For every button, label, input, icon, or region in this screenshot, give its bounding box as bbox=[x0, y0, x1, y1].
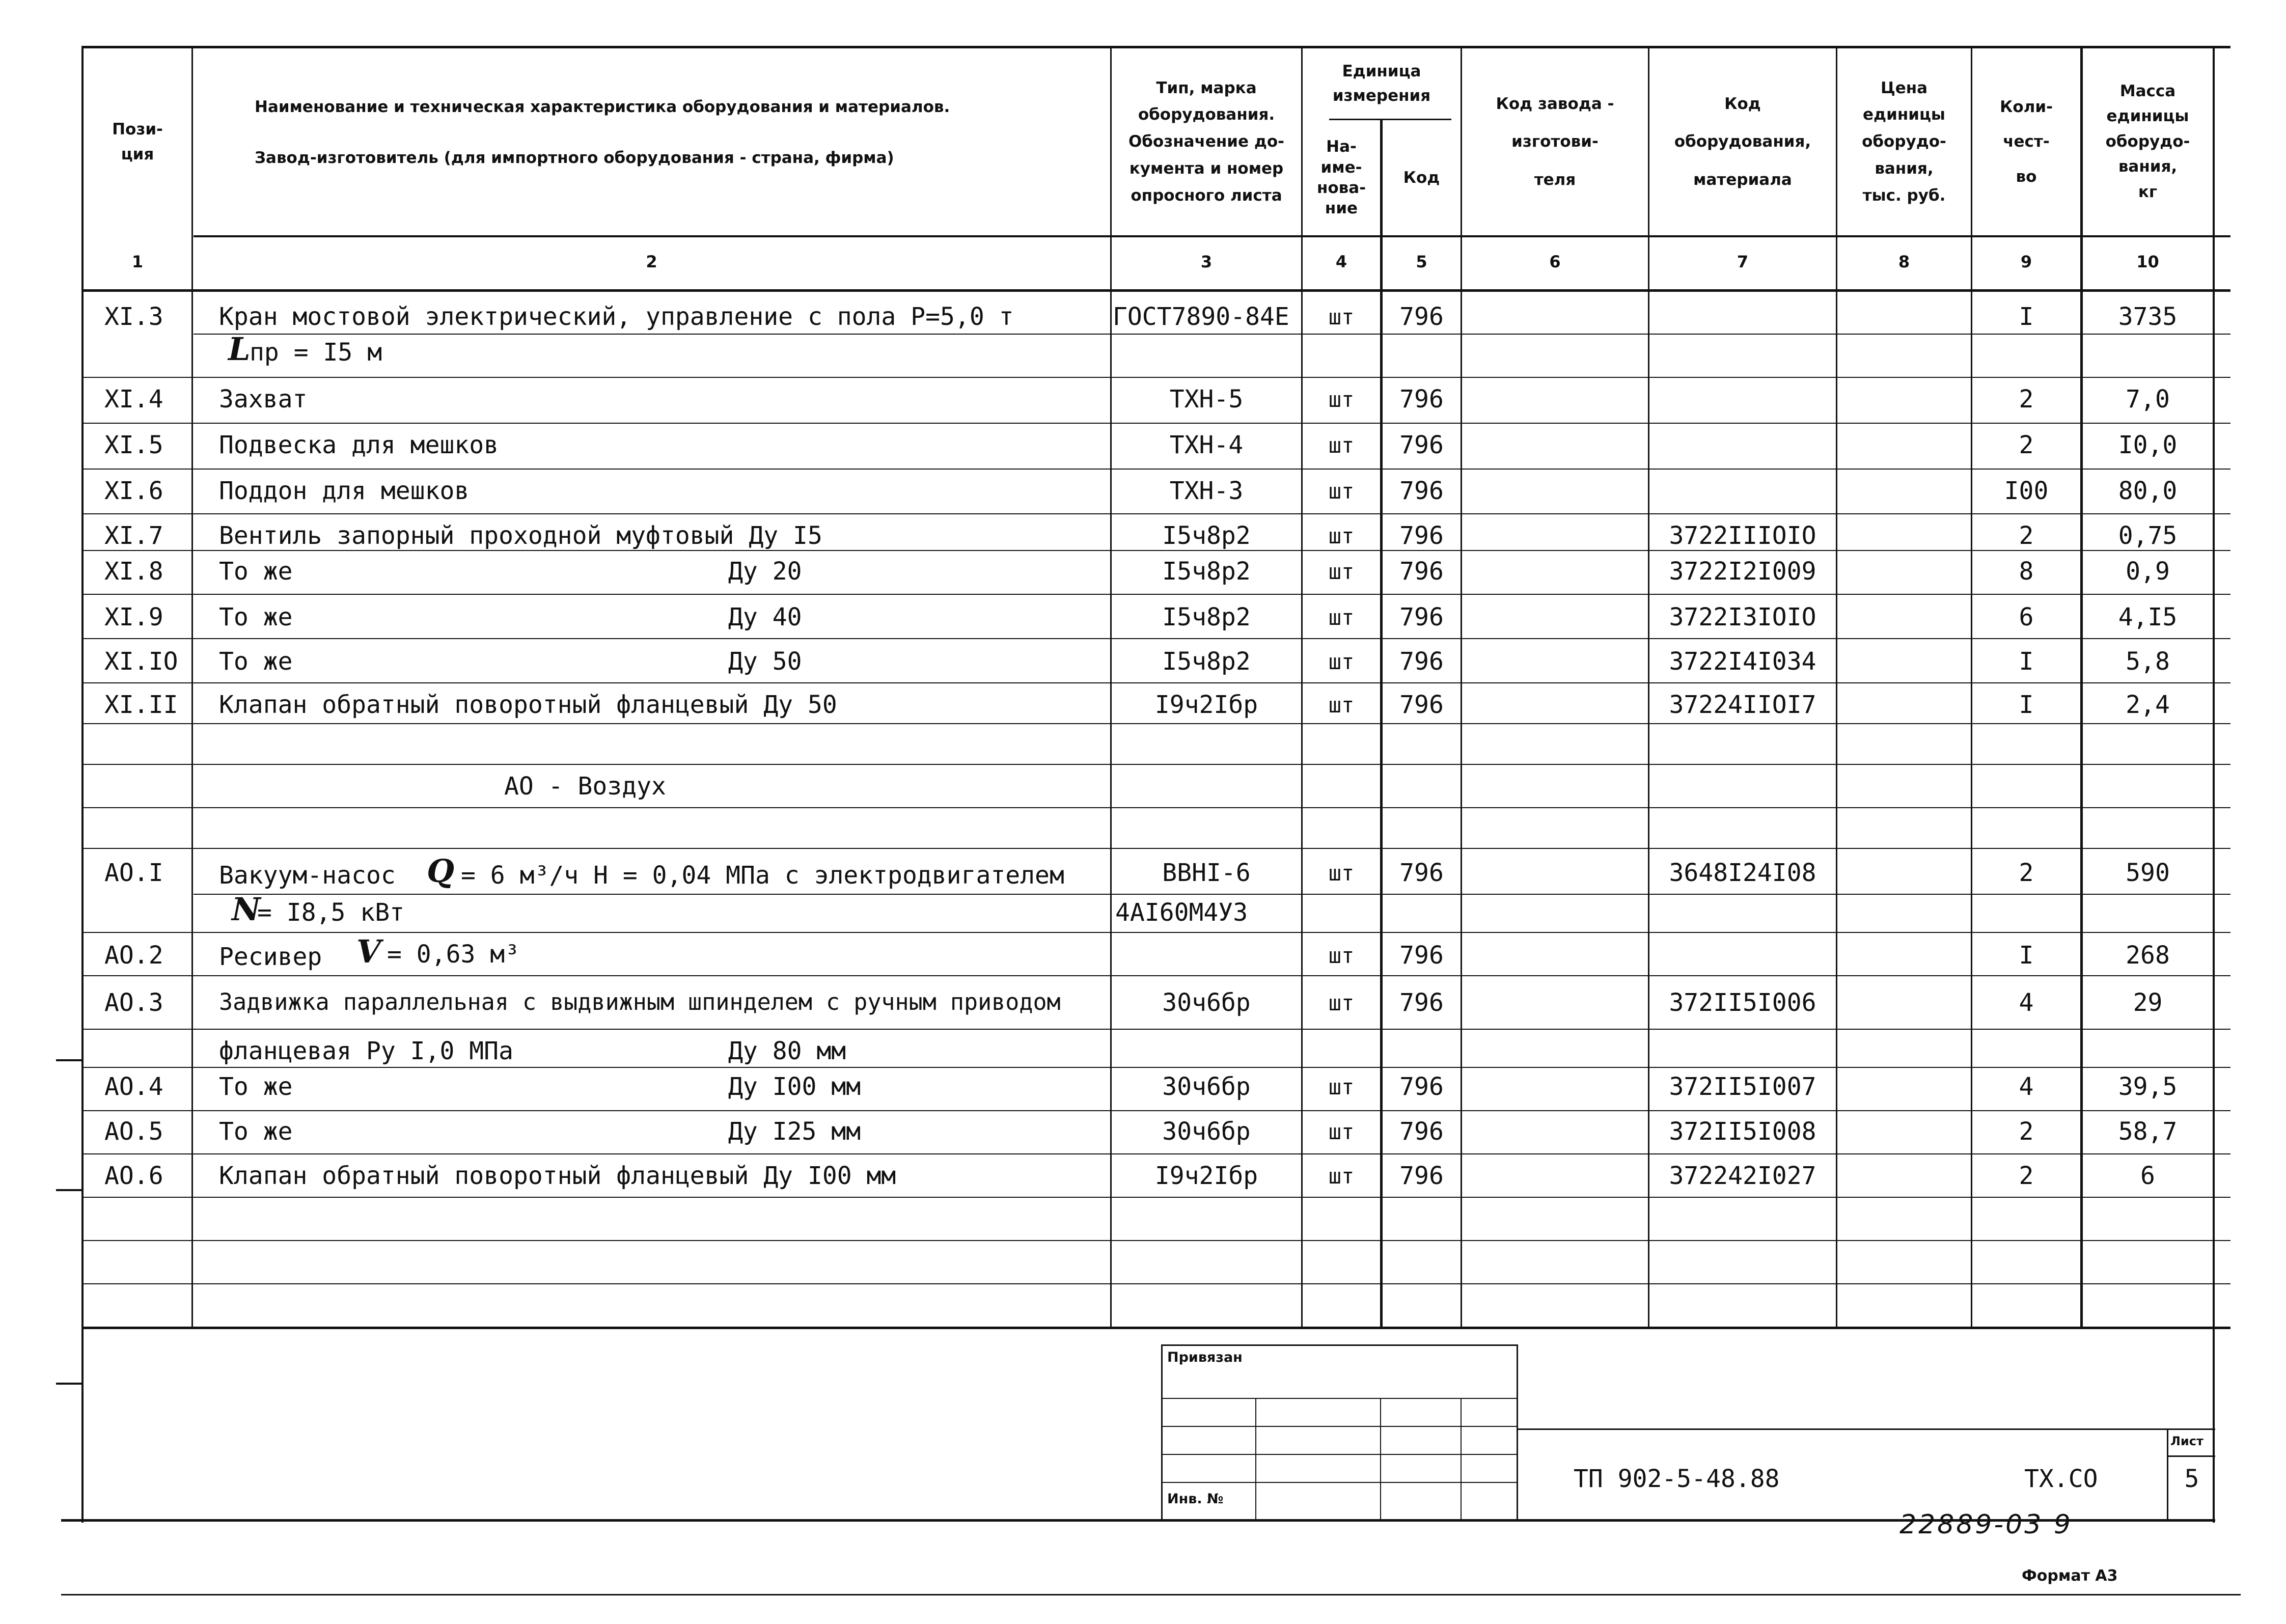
cell-unit: шт bbox=[1328, 605, 1355, 630]
cell-name: Подвеска для мешков bbox=[219, 431, 499, 459]
cell-type: I5ч8р2 bbox=[1162, 603, 1251, 631]
cell-equipment-code: 37224IIOI7 bbox=[1669, 691, 1816, 719]
cell-mass: 268 bbox=[2126, 941, 2170, 970]
cell-equipment-code: 3722I3IOIO bbox=[1669, 603, 1816, 631]
cell-name-params: = 6 м³/ч H = 0,04 МПа с электродвигателем bbox=[461, 861, 1064, 890]
cell-quantity: 8 bbox=[2019, 557, 2034, 586]
cell-unit-code: 796 bbox=[1399, 385, 1444, 414]
header-unit-code: Код bbox=[1403, 168, 1440, 187]
cell-quantity: 2 bbox=[2019, 521, 2034, 550]
cell-unit: шт bbox=[1328, 1164, 1355, 1189]
cell-mass: 39,5 bbox=[2118, 1072, 2178, 1101]
cell-unit-code: 796 bbox=[1399, 603, 1444, 631]
header-unit-name: На- име- нова- ние bbox=[1316, 137, 1366, 218]
cell-equipment-code: 3722I4I034 bbox=[1669, 647, 1816, 676]
sheet-label: Лист bbox=[2170, 1434, 2204, 1448]
cell-unit: шт bbox=[1328, 990, 1355, 1015]
cell-unit: шт bbox=[1328, 305, 1355, 329]
cell-unit: шт bbox=[1328, 649, 1355, 674]
cell-mass: 4,I5 bbox=[2118, 603, 2178, 631]
cell-mass: 7,0 bbox=[2126, 385, 2170, 414]
length-symbol: L bbox=[228, 331, 251, 368]
cell-quantity: I bbox=[2019, 647, 2034, 676]
stamp-inventory-number: Инв. № bbox=[1167, 1491, 1224, 1507]
cell-position: XI.7 bbox=[104, 521, 163, 550]
col-num: 8 bbox=[1898, 252, 1910, 271]
cell-unit: шт bbox=[1328, 479, 1355, 504]
cell-position: XI.3 bbox=[104, 302, 163, 331]
cell-unit-code: 796 bbox=[1399, 557, 1444, 586]
cell-nominal-diameter: Ду I25 мм bbox=[728, 1117, 861, 1146]
cell-equipment-code: 372II5I007 bbox=[1669, 1072, 1816, 1101]
cell-nominal-diameter: Ду 50 bbox=[728, 647, 802, 676]
cell-unit-code: 796 bbox=[1399, 431, 1444, 459]
cell-unit-code: 796 bbox=[1399, 691, 1444, 719]
cell-equipment-code: 372II5I008 bbox=[1669, 1117, 1816, 1146]
cell-position: XI.9 bbox=[104, 603, 163, 631]
cell-nominal-diameter: Ду 20 bbox=[728, 557, 802, 586]
header-type: Тип, марка оборудования. Обозначение до- кумента и номер опросного листа bbox=[1128, 78, 1285, 205]
cell-position: XI.6 bbox=[104, 477, 163, 505]
cell-unit: шт bbox=[1328, 693, 1355, 718]
cell-unit-code: 796 bbox=[1399, 988, 1444, 1017]
cell-name: Вентиль запорный проходной муфтовый Ду I5 bbox=[219, 521, 822, 550]
cell-unit-code: 796 bbox=[1399, 1117, 1444, 1146]
cell-name: пр = I5 м bbox=[250, 338, 382, 367]
cell-name: Кран мостовой электрический, управление с пола P=5,0 т bbox=[219, 302, 1014, 331]
col-num: 9 bbox=[2020, 252, 2032, 271]
cell-position: AO.2 bbox=[104, 941, 163, 970]
cell-equipment-code: 3722IIIOIO bbox=[1669, 521, 1816, 550]
cell-mass: 2,4 bbox=[2126, 691, 2170, 719]
header-factory-code: Код завода - изготови- теля bbox=[1496, 94, 1614, 189]
cell-nominal-diameter: Ду 80 мм bbox=[728, 1037, 846, 1065]
cell-type: I5ч8р2 bbox=[1162, 521, 1251, 550]
cell-mass: 0,9 bbox=[2126, 557, 2170, 586]
cell-name: То же bbox=[219, 603, 293, 631]
cell-nominal-diameter: Ду 40 bbox=[728, 603, 802, 631]
cell-equipment-code: 3648I24I08 bbox=[1669, 859, 1816, 887]
header-mass: Масса единицы оборудо- вания, кг bbox=[2105, 81, 2190, 201]
cell-position: XI.4 bbox=[104, 385, 163, 414]
cell-name: Клапан обратный поворотный фланцевый Ду 50 bbox=[219, 691, 837, 719]
sheet-format: Формат А3 bbox=[2022, 1567, 2118, 1585]
cell-name: То же bbox=[219, 1117, 293, 1146]
cell-nominal-diameter: Ду I00 мм bbox=[728, 1072, 861, 1101]
cell-type: 30ч6бр bbox=[1162, 988, 1251, 1017]
col-num: 6 bbox=[1549, 252, 1561, 271]
col-num: 1 bbox=[131, 252, 144, 271]
cell-unit: шт bbox=[1328, 1119, 1355, 1144]
cell-position: AO.3 bbox=[104, 988, 163, 1017]
cell-position: XI.8 bbox=[104, 557, 163, 586]
sheet-number: 5 bbox=[2184, 1465, 2199, 1493]
cell-type: 30ч6бр bbox=[1162, 1117, 1251, 1146]
cell-equipment-code: 372242I027 bbox=[1669, 1162, 1816, 1190]
cell-mass: 590 bbox=[2126, 859, 2170, 887]
header-quantity: Коли- чест- во bbox=[2000, 98, 2053, 186]
col-num: 4 bbox=[1335, 252, 1347, 271]
cell-quantity: 4 bbox=[2019, 988, 2034, 1017]
cell-unit: шт bbox=[1328, 559, 1355, 584]
col-num: 7 bbox=[1737, 252, 1749, 271]
cell-type: I9ч2Iбр bbox=[1154, 691, 1258, 719]
cell-unit: шт bbox=[1328, 1075, 1355, 1099]
cell-name: Захват bbox=[219, 385, 308, 414]
cell-name: Ресивер bbox=[219, 943, 322, 971]
cell-quantity: 2 bbox=[2019, 1117, 2034, 1146]
cell-mass: 80,0 bbox=[2118, 477, 2178, 505]
cell-mass: 5,8 bbox=[2126, 647, 2170, 676]
cell-name: фланцевая Ру I,0 МПа bbox=[219, 1037, 513, 1065]
cell-type: I5ч8р2 bbox=[1162, 647, 1251, 676]
cell-quantity: 4 bbox=[2019, 1072, 2034, 1101]
cell-position: AO.I bbox=[104, 859, 163, 887]
cell-quantity: I bbox=[2019, 302, 2034, 331]
cell-name-params: = 0,63 м³ bbox=[387, 940, 520, 969]
cell-unit: шт bbox=[1328, 861, 1355, 886]
header-unit: Единица измерения bbox=[1332, 62, 1431, 105]
cell-unit-code: 796 bbox=[1399, 477, 1444, 505]
cell-quantity: I bbox=[2019, 691, 2034, 719]
header-name-line1: Наименование и техническая характеристика оборудования и материалов. bbox=[255, 97, 950, 116]
cell-position: AO.4 bbox=[104, 1072, 163, 1101]
section-title: AO - Воздух bbox=[504, 772, 666, 801]
cell-mass: 0,75 bbox=[2118, 521, 2178, 550]
cell-equipment-code: 3722I2I009 bbox=[1669, 557, 1816, 586]
cell-unit-code: 796 bbox=[1399, 1072, 1444, 1101]
stamp-privyazan: Привязан bbox=[1167, 1350, 1243, 1365]
cell-type: I5ч8р2 bbox=[1162, 557, 1251, 586]
cell-equipment-code: 372II5I006 bbox=[1669, 988, 1816, 1017]
cell-type: ТХН-4 bbox=[1169, 431, 1244, 459]
cell-quantity: I bbox=[2019, 941, 2034, 970]
volume-symbol: V bbox=[356, 933, 381, 970]
cell-unit-code: 796 bbox=[1399, 1162, 1444, 1190]
cell-quantity: 2 bbox=[2019, 1162, 2034, 1190]
cell-unit-code: 796 bbox=[1399, 302, 1444, 331]
cell-name: То же bbox=[219, 647, 293, 676]
cell-name: То же bbox=[219, 1072, 293, 1101]
cell-quantity: 6 bbox=[2019, 603, 2034, 631]
cell-name: Клапан обратный поворотный фланцевый Ду I00 мм bbox=[219, 1162, 896, 1190]
col-num: 3 bbox=[1200, 252, 1213, 271]
cell-name: = I8,5 кВт bbox=[257, 898, 404, 927]
cell-quantity: I00 bbox=[2004, 477, 2049, 505]
col-num: 2 bbox=[646, 252, 657, 271]
document-mark: ТХ.СО bbox=[2024, 1465, 2098, 1493]
cell-name: Вакуум-насос bbox=[219, 861, 396, 890]
cell-quantity: 2 bbox=[2019, 385, 2034, 414]
cell-unit: шт bbox=[1328, 387, 1355, 412]
flow-symbol: Q bbox=[427, 852, 455, 890]
cell-position: XI.IO bbox=[104, 647, 178, 676]
cell-quantity: 2 bbox=[2019, 431, 2034, 459]
cell-name: Задвижка параллельная с выдвижным шпинделем с ручным приводом bbox=[219, 988, 1061, 1015]
cell-position: AO.5 bbox=[104, 1117, 163, 1146]
power-symbol: N bbox=[232, 891, 261, 928]
cell-position: XI.5 bbox=[104, 431, 163, 459]
header-name-line2: Завод-изготовитель (для импортного оборудования - страна, фирма) bbox=[255, 148, 894, 167]
document-code: ТП 902-5-48.88 bbox=[1574, 1465, 1780, 1493]
cell-mass: I0,0 bbox=[2118, 431, 2178, 459]
cell-position: XI.II bbox=[104, 691, 178, 719]
header-position: Пози- ция bbox=[112, 120, 163, 163]
handwritten-archive-number: 22889-03 9 bbox=[1899, 1509, 2073, 1540]
cell-mass: 3735 bbox=[2118, 302, 2178, 331]
cell-type: 30ч6бр bbox=[1162, 1072, 1251, 1101]
cell-type: 4AI60M4У3 bbox=[1115, 898, 1248, 927]
header-equipment-code: Код оборудования, материала bbox=[1674, 94, 1811, 189]
cell-mass: 6 bbox=[2140, 1162, 2155, 1190]
cell-mass: 58,7 bbox=[2118, 1117, 2178, 1146]
cell-mass: 29 bbox=[2133, 988, 2163, 1017]
cell-position: AO.6 bbox=[104, 1162, 163, 1190]
cell-name: Поддон для мешков bbox=[219, 477, 470, 505]
cell-name: То же bbox=[219, 557, 293, 586]
cell-unit-code: 796 bbox=[1399, 941, 1444, 970]
cell-unit: шт bbox=[1328, 943, 1355, 968]
cell-type: ТХН-3 bbox=[1169, 477, 1244, 505]
col-num: 10 bbox=[2136, 252, 2159, 271]
cell-unit-code: 796 bbox=[1399, 859, 1444, 887]
cell-type: ГОСТ7890-84Е bbox=[1113, 302, 1289, 331]
header-price: Цена единицы оборудо- вания, тыс. руб. bbox=[1862, 78, 1946, 205]
cell-type: ТХН-5 bbox=[1169, 385, 1244, 414]
cell-unit: шт bbox=[1328, 433, 1355, 458]
cell-unit-code: 796 bbox=[1399, 647, 1444, 676]
cell-unit-code: 796 bbox=[1399, 521, 1444, 550]
cell-type: ВВНI-6 bbox=[1162, 859, 1251, 887]
cell-type: I9ч2Iбр bbox=[1154, 1162, 1258, 1190]
cell-unit: шт bbox=[1328, 524, 1355, 548]
col-num: 5 bbox=[1416, 252, 1427, 271]
cell-quantity: 2 bbox=[2019, 859, 2034, 887]
